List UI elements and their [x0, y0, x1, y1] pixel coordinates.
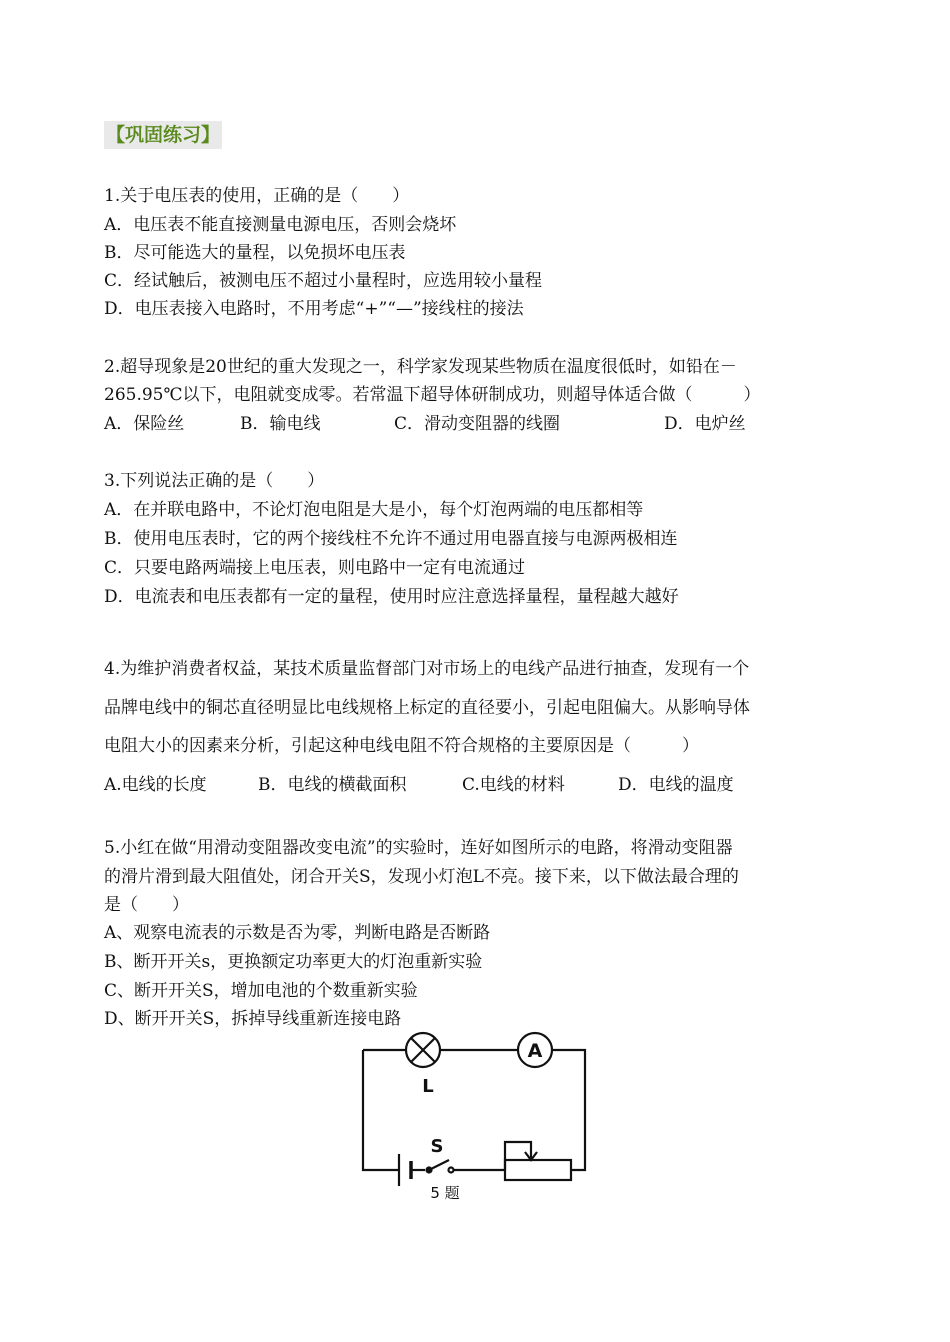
switch-label: S	[430, 1136, 444, 1157]
q4-option-c: C.电线的材料	[462, 775, 565, 795]
lamp-cross	[411, 1038, 435, 1062]
q1-option-c: C．经试触后，被测电压不超过小量程时，应选用较小量程	[104, 271, 543, 291]
switch-contact	[449, 1168, 454, 1173]
lamp-label: L	[422, 1076, 434, 1097]
q5-option-a: A、观察电流表的示数是否为零，判断电路是否断路	[104, 923, 491, 943]
q5-option-b: B、断开开关s，更换额定功率更大的灯泡重新实验	[104, 952, 483, 972]
q5-stem-line3: 是（ ）	[104, 895, 189, 915]
q4-stem-line3: 电阻大小的因素来分析，引起这种电线电阻不符合规格的主要原因是（ ）	[104, 736, 699, 756]
q2-option-c: C．滑动变阻器的线圈	[394, 414, 561, 434]
q4-options	[104, 774, 844, 796]
q2-option-a: A．保险丝	[104, 414, 185, 434]
q2-stem-line1: 2.超导现象是20世纪的重大发现之一，科学家发现某些物质在温度很低时，如铅在－	[104, 357, 737, 377]
q3-option-d: D．电流表和电压表都有一定的量程，使用时应注意选择量程，量程越大越好	[104, 587, 679, 607]
ammeter-label: A	[527, 1040, 543, 1062]
q4-option-a: A.电线的长度	[104, 775, 207, 795]
section-heading: 【巩固练习】	[104, 121, 222, 149]
q1-option-d: D．电压表接入电路时，不用考虑“+”“—”接线柱的接法	[104, 299, 524, 319]
switch-blade	[429, 1160, 449, 1170]
q5-option-d: D、断开开关S，拆掉导线重新连接电路	[104, 1009, 402, 1029]
q2-option-b: B．输电线	[240, 414, 321, 434]
q3-option-c: C．只要电路两端接上电压表，则电路中一定有电流通过	[104, 558, 526, 578]
q3-option-a: A．在并联电路中，不论灯泡电阻是大是小，每个灯泡两端的电压都相等	[104, 500, 644, 520]
q2-options	[104, 413, 844, 435]
q4-option-b: B．电线的横截面积	[258, 775, 407, 795]
q3-stem: 3.下列说法正确的是（ ）	[104, 471, 325, 491]
wire-right	[553, 1050, 585, 1170]
q1-option-a: A．电压表不能直接测量电源电压，否则会烧坏	[104, 215, 457, 235]
rheostat-body	[505, 1160, 571, 1180]
wire-left	[363, 1050, 399, 1170]
q4-stem-line1: 4.为维护消费者权益，某技术质量监督部门对市场上的电线产品进行抽查，发现有一个	[104, 659, 750, 679]
q1-stem: 1.关于电压表的使用，正确的是（ ）	[104, 186, 410, 206]
circuit-diagram	[355, 1030, 595, 1205]
q2-option-d: D．电炉丝	[664, 414, 746, 434]
q1-option-b: B．尽可能选大的量程，以免损坏电压表	[104, 243, 406, 263]
q4-stem-line2: 品牌电线中的铜芯直径明显比电线规格上标定的直径要小，引起电阻偏大。从影响导体	[104, 698, 750, 718]
q2-stem-line2: 265.95℃以下，电阻就变成零。若常温下超导体研制成功，则超导体适合做（ ）	[104, 385, 761, 405]
figure-caption: 5 题	[430, 1184, 460, 1202]
q4-option-d: D．电线的温度	[618, 775, 734, 795]
q3-option-b: B．使用电压表时，它的两个接线柱不允许不通过用电器直接与电源两极相连	[104, 529, 678, 549]
q5-stem-line2: 的滑片滑到最大阻值处，闭合开关S，发现小灯泡L不亮。接下来，以下做法最合理的	[104, 867, 739, 887]
q5-option-c: C、断开开关S，增加电池的个数重新实验	[104, 981, 418, 1001]
q5-stem-line1: 5.小红在做“用滑动变阻器改变电流”的实验时，连好如图所示的电路，将滑动变阻器	[104, 838, 733, 858]
